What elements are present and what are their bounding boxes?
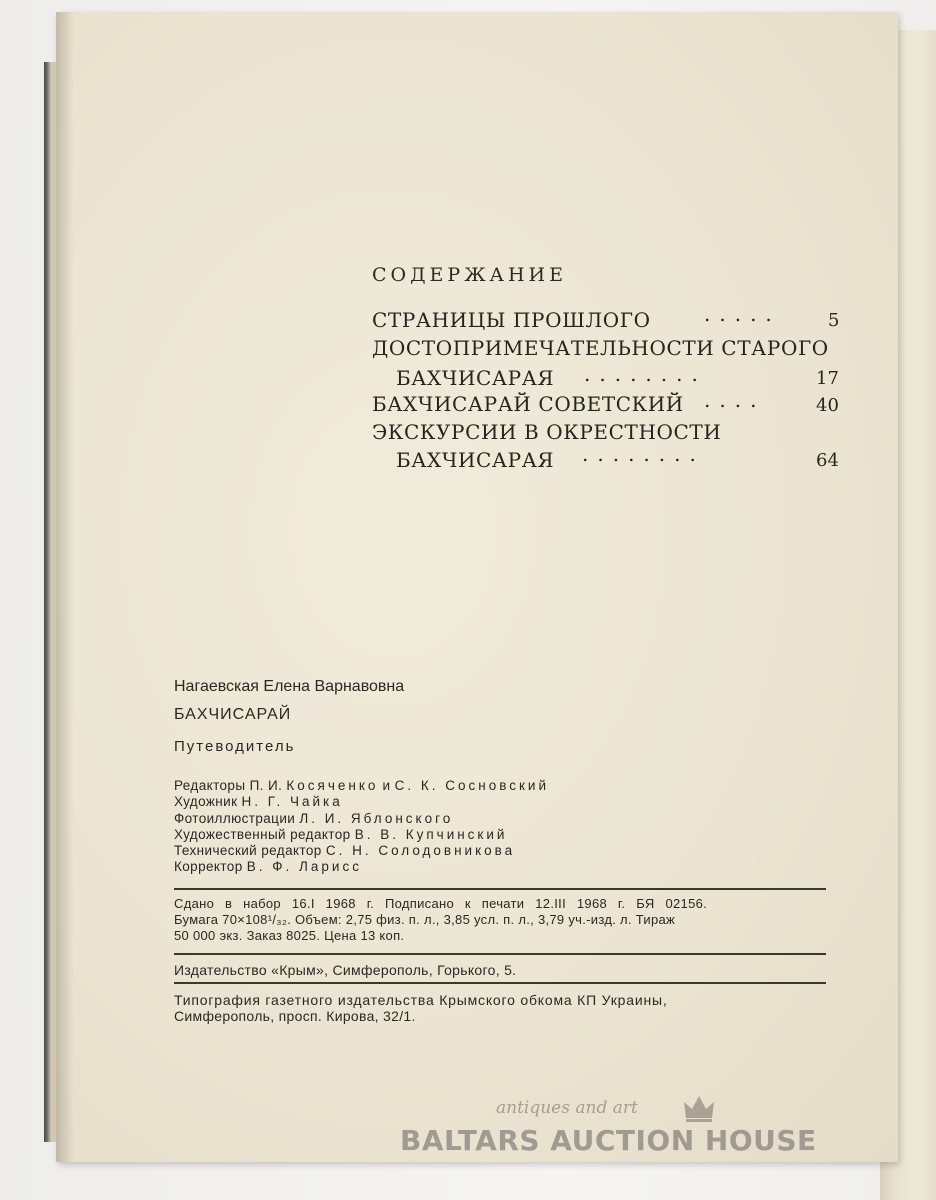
print-details-line: Сдано в набор 16.I 1968 г. Подписано к печати 12.III 1968 г. БЯ 02156. (174, 896, 708, 911)
toc-entry-title: БАХЧИСАРАЙ СОВЕТСКИЙ (372, 392, 684, 416)
book-page (56, 12, 898, 1162)
credit-art-editor: Художественный редактор В. В. Купчинский (174, 827, 508, 842)
toc-entry-dots: .... (704, 388, 766, 412)
toc-entry-title: БАХЧИСАРАЯ (396, 448, 555, 472)
watermark-tagline: antiques and art (496, 1098, 638, 1118)
print-details-line: 50 000 экз. Заказ 8025. Цена 13 коп. (174, 928, 405, 943)
print-details-line: Бумага 70×108¹/₃₂. Объем: 2,75 физ. п. л., 3,85 усл. п. л., 3,79 уч.-изд. л. Тираж (174, 912, 676, 927)
crown-icon (683, 1094, 715, 1124)
toc-entry-title: СТРАНИЦЫ ПРОШЛОГО (372, 308, 651, 332)
book-subtitle: Путеводитель (174, 738, 296, 755)
toc-entry-dots: ........ (584, 362, 707, 386)
printer-address: Симферополь, просп. Кирова, 32/1. (174, 1008, 416, 1024)
credit-editors: Редакторы П. И. Косяченко и С. К. Сосновский (174, 778, 549, 793)
toc-entry-title: БАХЧИСАРАЯ (396, 366, 555, 390)
auction-watermark (400, 1098, 860, 1178)
credit-artist: Художник Н. Г. Чайка (174, 794, 343, 809)
toc-heading: СОДЕРЖАНИЕ (372, 264, 567, 286)
printer-info: Типография газетного издательства Крымского обкома КП Украины, (174, 992, 668, 1008)
credit-photos: Фотоиллюстрации Л. И. Яблонского (174, 811, 454, 826)
toc-entry-page: 5 (828, 310, 840, 331)
toc-entry-dots: ..... (704, 302, 781, 326)
divider (174, 888, 826, 890)
toc-entry-page: 64 (816, 450, 839, 471)
toc-entry-page: 40 (816, 395, 839, 416)
toc-entry-title: ЭКСКУРСИИ В ОКРЕСТНОСТИ (372, 420, 722, 444)
divider (174, 953, 826, 955)
credit-proofreader: Корректор В. Ф. Ларисс (174, 859, 362, 874)
divider (174, 982, 826, 984)
toc-entry-dots: ........ (582, 442, 705, 466)
toc-entry-page: 17 (816, 368, 839, 389)
book-title: БАХЧИСАРАЙ (174, 706, 292, 723)
toc-entry-title: ДОСТОПРИМЕЧАТЕЛЬНОСТИ СТАРОГО (372, 336, 829, 360)
watermark-brand: BALTARS AUCTION HOUSE (400, 1124, 817, 1157)
author-name: Нагаевская Елена Варнавовна (174, 678, 405, 695)
publisher-info: Издательство «Крым», Симферополь, Горького, 5. (174, 962, 517, 978)
credit-tech-editor: Технический редактор С. Н. Солодовникова (174, 843, 516, 858)
